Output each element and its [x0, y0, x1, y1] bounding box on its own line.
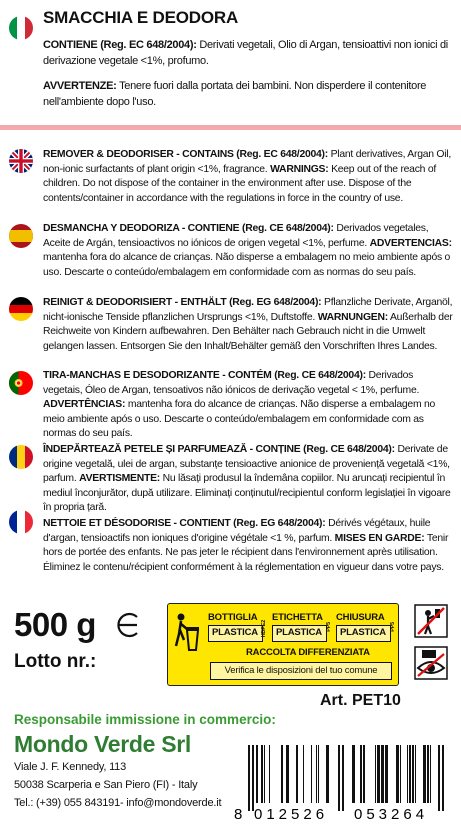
- section-english: REMOVER & DEODORISER - CONTAINS (Reg. EC 648/2004): Plant derivatives, Argan Oil, non-ionic surfactants of plant origin <1%, fragrance. WARNINGS: Keep out of the reach of children. Do not dispose of the container in the environment after use. Dispose of the contents/container in accordance with the regulations in force in the country of use.: [43, 149, 452, 204]
- france-flag-icon: [9, 510, 33, 534]
- italian-warnings: AVVERTENZE: Tenere fuori dalla portata dei bambini. Non disperdere il contenitore nell'ambiente dopo l'uso.: [43, 80, 427, 108]
- barcode-left-digits: 012526: [254, 806, 329, 821]
- recycle-label-label: ETICHETTA: [272, 612, 323, 623]
- barcode-right-digits: 053264: [354, 806, 429, 821]
- section-romanian: ÎNDEPĂRTEAZĂ PETELE ȘI PARFUMEAZĂ - CONȚINE (Reg. CE 648/2004): Derivate de origine vegetală, ulei de argan, substanțe tensioactive anionice de proveniență vegetală <1%, parfum. AVERTISMENTE: Nu lăsați produsul la îndemâna copiilor. Nu aruncați recipientul în mediul înconjurător, după utilizare. Eliminați conținutul/recipientul conform legislației în vigoare în propria țară.: [43, 444, 451, 514]
- section-spanish: DESMANCHA Y DEODORIZA - CONTIENE (Reg. CE 648/2004): Derivados vegetales, Aceite de Argán, tensioactivos no iónicos de origen vegetal <1%, perfume. ADVERTENCIAS: mantenha fora do alcance de crianças. Não disperse a embalagem no meio ambiente após o uso. Descarte o conteúdo/embalagem em conformidade com as normas do seu país.: [43, 223, 452, 278]
- cap-code: PP5: [390, 622, 396, 632]
- address-street: Viale J. F. Kennedy, 113: [14, 761, 126, 773]
- label-material-box: PLASTICA: [272, 625, 327, 642]
- barcode: [230, 745, 456, 821]
- section-portuguese: TIRA-MANCHAS E DESODORIZANTE - CONTÉM (Reg. CE 648/2004): Derivados vegetais, Óleo de Argan, tensoativos não iónicos de derivação vegetal < 1%, perfume. ADVERTÊNCIAS: mantenha fora do alcance de crianças. Não disperse a embalagem no meio ambiente após o uso. Descarte o conteúdo/embalagem em conformidade com as normas do seu país.: [43, 370, 436, 440]
- responsible-label: Responsabile immissione in commercio:: [14, 712, 276, 727]
- label-code: PP5: [326, 622, 332, 632]
- uk-flag-icon: [9, 149, 33, 173]
- address-city: 50038 Scarperia e San Piero (FI) - Italy: [14, 779, 198, 791]
- keep-away-from-children-icon: [414, 604, 448, 638]
- contact-info: Tel.: (+39) 055 843191- info@mondoverde.it: [14, 797, 222, 809]
- article-code: Art. PET10: [320, 692, 401, 709]
- italy-flag-icon: [9, 16, 33, 40]
- section-french: NETTOIE ET DÉSODORISE - CONTIENT (Reg. EG 648/2004): Dérivés végétaux, huile d'argan, tensioactifs non ioniques d'origine végétale <1 %, parfum. MISES EN GARDE: Tenir hors de portée des enfants. Ne pas jeter le récipient dans l'environnement après utilisation. Éliminez le contenu/récipient conformément à la réglementation en vigueur dans votre pays.: [43, 518, 449, 573]
- section-german: REINIGT & DEODORISIERT - ENTHÄLT (Reg. EG 648/2004): Pflanzliche Derivate, Arganöl, nicht-ionische Tenside pflanzlichen Ursprungs <1%, Duftstoffe. WARNUNGEN: Außerhalb der Reichweite von Kindern aufbewahren. Den Behälter nach Gebrauch nicht in die Umwelt gelangen lassen. Entsorgen Sie den Inhalt/Behälter gemäß den Vorschriften Ihres Landes.: [43, 297, 453, 352]
- germany-flag-icon: [9, 297, 33, 321]
- recycle-bottle-label: BOTTIGLIA: [208, 612, 258, 623]
- separate-collection-label: RACCOLTA DIFFERENZIATA: [246, 647, 370, 658]
- net-weight: 500 g: [14, 606, 96, 643]
- estimated-e-mark-icon: [112, 611, 142, 639]
- cap-material-box: PLASTICA: [336, 625, 391, 642]
- bottle-material-box: PLASTICA: [208, 625, 263, 642]
- verify-municipality-label: Verifica le disposizioni del tuo comune: [210, 662, 392, 680]
- trash-bin-person-icon: [172, 612, 200, 652]
- portugal-flag-icon: [9, 371, 33, 395]
- lot-number-label: Lotto nr.:: [14, 651, 97, 672]
- italian-contains: CONTIENE (Reg. EC 648/2004): Derivati vegetali, Olio di Argan, tensioattivi non ionici di derivazione vegetale <1%, profumo.: [43, 39, 448, 67]
- bottle-code: HDPE2: [261, 620, 267, 638]
- company-name: Mondo Verde Srl: [14, 731, 191, 757]
- romania-flag-icon: [9, 445, 33, 469]
- recycle-cap-label: CHIUSURA: [336, 612, 385, 623]
- spain-flag-icon: [9, 224, 33, 248]
- barcode-first-digit: 8: [234, 806, 243, 821]
- recycling-info-box: [167, 603, 399, 686]
- product-title: SMACCHIA E DEODORA: [43, 8, 239, 27]
- read-label-eye-icon: [414, 646, 448, 680]
